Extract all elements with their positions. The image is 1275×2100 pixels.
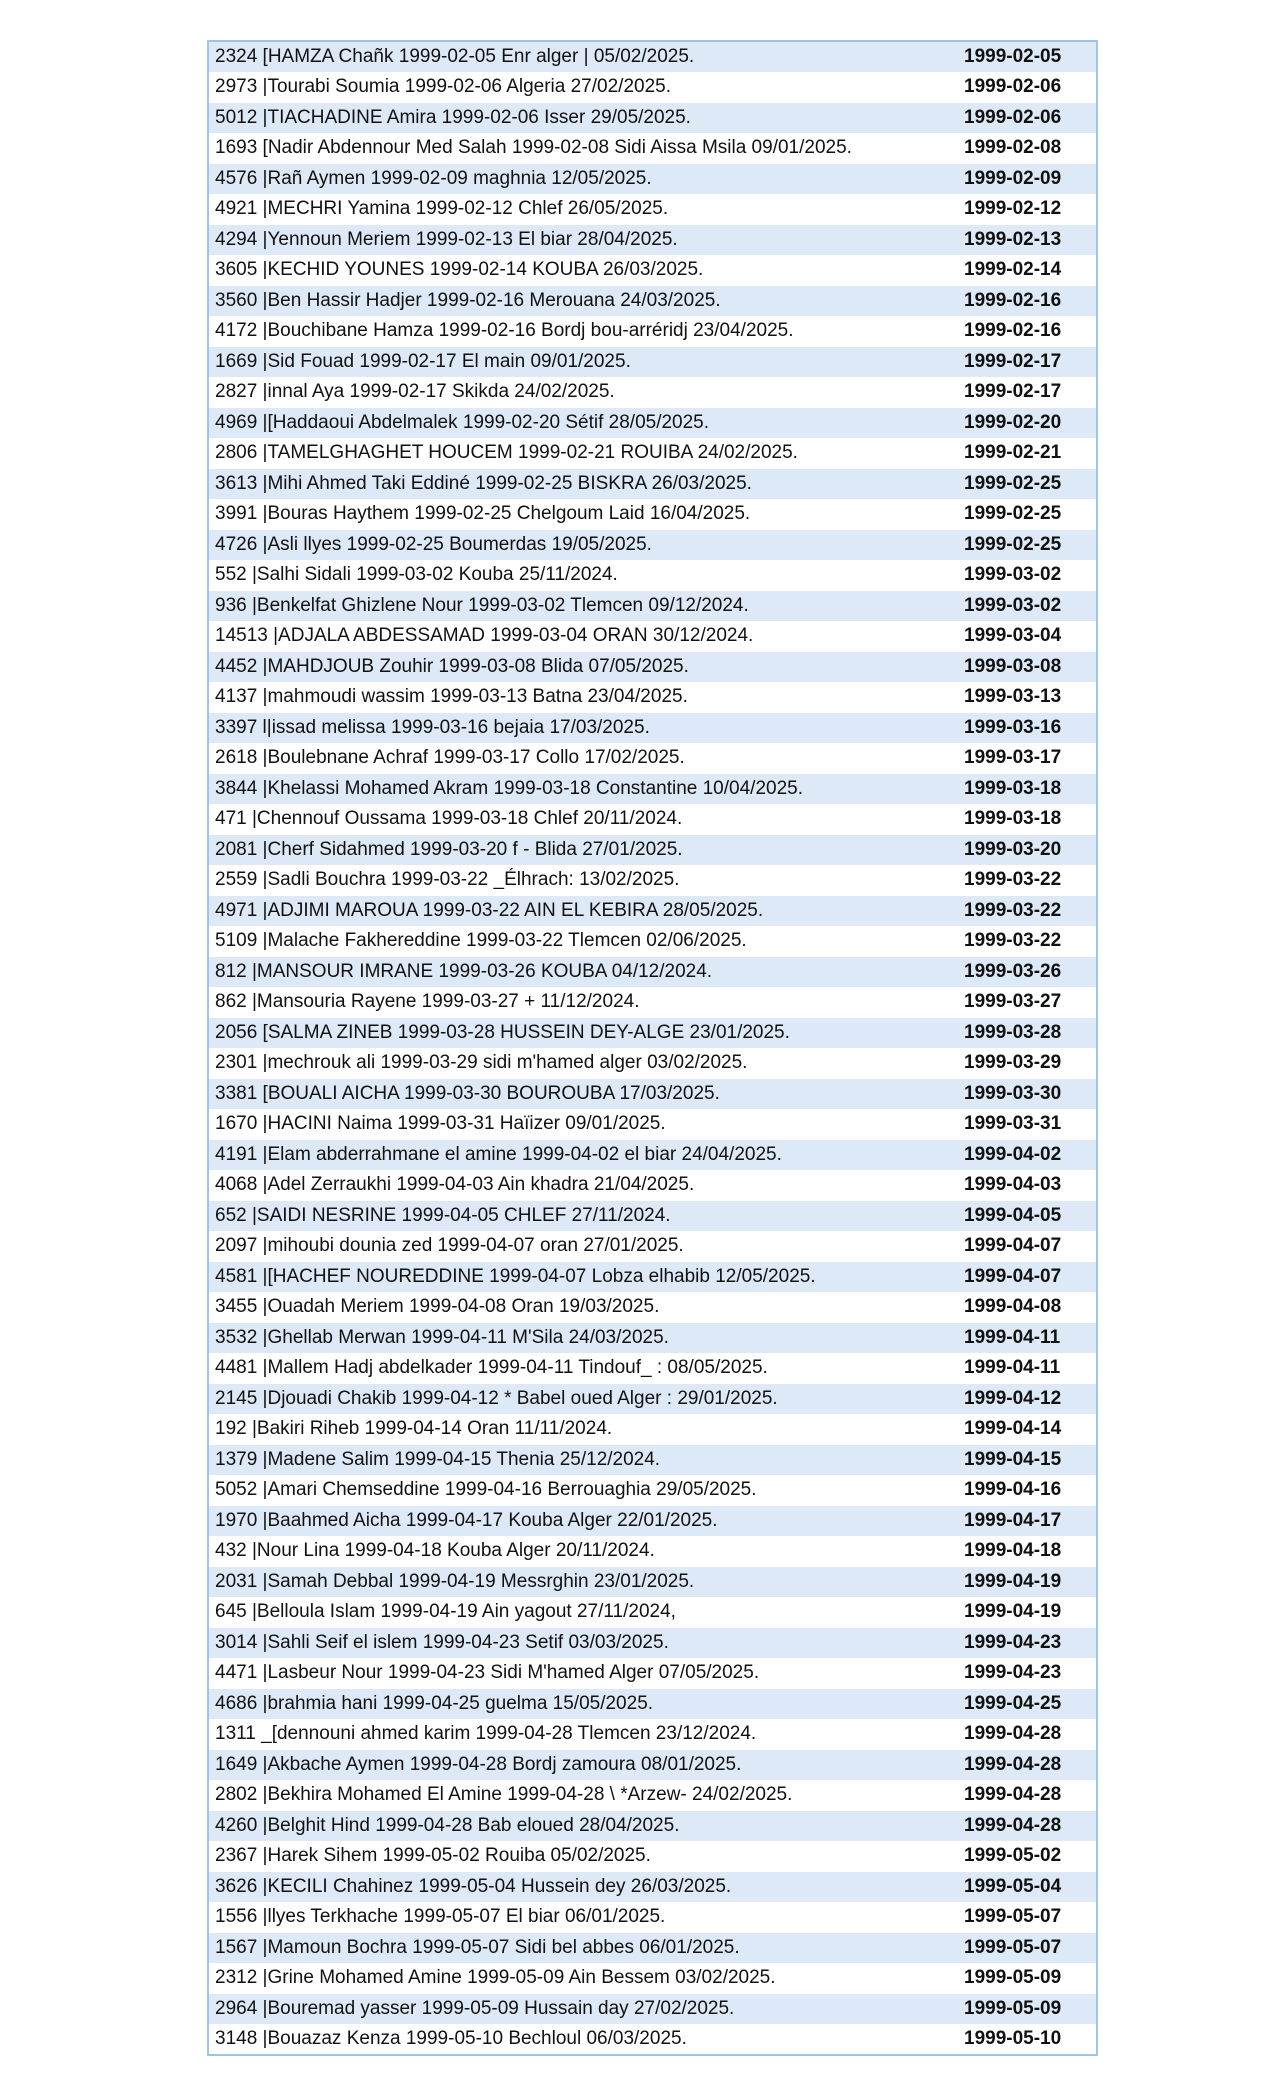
- records-table: [207, 40, 1098, 2056]
- row-entry-text: 5052 |Amari Chemseddine 1999-04-16 Berrouaghia 29/05/2025.: [208, 1475, 960, 1506]
- row-birth-date: 1999-04-15: [960, 1445, 1097, 1476]
- row-entry-text: 3148 |Bouazaz Kenza 1999-05-10 Bechloul 06/03/2025.: [208, 2024, 960, 2055]
- row-entry-text: 645 |Belloula Islam 1999-04-19 Ain yagout 27/11/2024,: [208, 1597, 960, 1628]
- table-row: [208, 316, 1097, 347]
- table-row: [208, 1140, 1097, 1171]
- row-entry-text: 2145 |Djouadi Chakib 1999-04-12 * Babel oued Alger : 29/01/2025.: [208, 1384, 960, 1415]
- row-birth-date: 1999-05-02: [960, 1841, 1097, 1872]
- row-birth-date: 1999-04-28: [960, 1811, 1097, 1842]
- row-birth-date: 1999-03-22: [960, 865, 1097, 896]
- row-birth-date: 1999-04-19: [960, 1567, 1097, 1598]
- table-row: [208, 1384, 1097, 1415]
- row-entry-text: 471 |Chennouf Oussama 1999-03-18 Chlef 20/11/2024.: [208, 804, 960, 835]
- row-entry-text: 1669 |Sid Fouad 1999-02-17 El main 09/01/2025.: [208, 347, 960, 378]
- table-row: [208, 1170, 1097, 1201]
- row-entry-text: 1379 |Madene Salim 1999-04-15 Thenia 25/12/2024.: [208, 1445, 960, 1476]
- row-entry-text: 2827 |innal Aya 1999-02-17 Skikda 24/02/2025.: [208, 377, 960, 408]
- row-birth-date: 1999-02-09: [960, 164, 1097, 195]
- row-entry-text: 2802 |Bekhira Mohamed El Amine 1999-04-28 \ *Arzew- 24/02/2025.: [208, 1780, 960, 1811]
- table-row: [208, 621, 1097, 652]
- table-row: [208, 1841, 1097, 1872]
- row-entry-text: 1970 |Baahmed Aicha 1999-04-17 Kouba Alger 22/01/2025.: [208, 1506, 960, 1537]
- row-entry-text: 4068 |Adel Zerraukhi 1999-04-03 Ain khadra 21/04/2025.: [208, 1170, 960, 1201]
- table-row: [208, 591, 1097, 622]
- table-row: [208, 835, 1097, 866]
- table-row: [208, 774, 1097, 805]
- table-row: [208, 41, 1097, 72]
- row-birth-date: 1999-03-18: [960, 804, 1097, 835]
- row-entry-text: 3455 |Ouadah Meriem 1999-04-08 Oran 19/03/2025.: [208, 1292, 960, 1323]
- row-entry-text: 4471 |Lasbeur Nour 1999-04-23 Sidi M'hamed Alger 07/05/2025.: [208, 1658, 960, 1689]
- row-entry-text: 2081 |Cherf Sidahmed 1999-03-20 f - Blida 27/01/2025.: [208, 835, 960, 866]
- table-row: [208, 347, 1097, 378]
- row-entry-text: 3014 |Sahli Seif el islem 1999-04-23 Setif 03/03/2025.: [208, 1628, 960, 1659]
- row-entry-text: 2367 |Harek Sihem 1999-05-02 Rouiba 05/02/2025.: [208, 1841, 960, 1872]
- row-entry-text: 2312 |Grine Mohamed Amine 1999-05-09 Ain Bessem 03/02/2025.: [208, 1963, 960, 1994]
- table-row: [208, 438, 1097, 469]
- table-row: [208, 1231, 1097, 1262]
- table-row: [208, 1811, 1097, 1842]
- row-entry-text: 4481 |Mallem Hadj abdelkader 1999-04-11 Tindouf_ : 08/05/2025.: [208, 1353, 960, 1384]
- row-entry-text: 4581 |[HACHEF NOUREDDINE 1999-04-07 Lobza elhabib 12/05/2025.: [208, 1262, 960, 1293]
- table-row: [208, 865, 1097, 896]
- row-entry-text: 3626 |KECILI Chahinez 1999-05-04 Hussein dey 26/03/2025.: [208, 1872, 960, 1903]
- row-birth-date: 1999-02-13: [960, 225, 1097, 256]
- row-entry-text: 4576 |Rañ Aymen 1999-02-09 maghnia 12/05/2025.: [208, 164, 960, 195]
- row-birth-date: 1999-04-11: [960, 1353, 1097, 1384]
- row-birth-date: 1999-05-09: [960, 1963, 1097, 1994]
- row-birth-date: 1999-03-02: [960, 591, 1097, 622]
- table-row: [208, 987, 1097, 1018]
- row-birth-date: 1999-04-12: [960, 1384, 1097, 1415]
- table-row: [208, 1536, 1097, 1567]
- row-birth-date: 1999-04-18: [960, 1536, 1097, 1567]
- row-birth-date: 1999-02-25: [960, 499, 1097, 530]
- row-birth-date: 1999-03-26: [960, 957, 1097, 988]
- table-row: [208, 469, 1097, 500]
- table-row: [208, 164, 1097, 195]
- table-row: [208, 1963, 1097, 1994]
- row-entry-text: 3605 |KECHID YOUNES 1999-02-14 KOUBA 26/03/2025.: [208, 255, 960, 286]
- row-birth-date: 1999-03-16: [960, 713, 1097, 744]
- row-entry-text: 2806 |TAMELGHAGHET HOUCEM 1999-02-21 ROUIBA 24/02/2025.: [208, 438, 960, 469]
- row-entry-text: 2973 |Tourabi Soumia 1999-02-06 Algeria 27/02/2025.: [208, 72, 960, 103]
- table-row: [208, 408, 1097, 439]
- row-birth-date: 1999-04-28: [960, 1780, 1097, 1811]
- table-row: [208, 682, 1097, 713]
- row-entry-text: 5012 |TIACHADINE Amira 1999-02-06 Isser 29/05/2025.: [208, 103, 960, 134]
- row-birth-date: 1999-05-10: [960, 2024, 1097, 2055]
- row-birth-date: 1999-05-07: [960, 1902, 1097, 1933]
- row-birth-date: 1999-03-22: [960, 926, 1097, 957]
- row-birth-date: 1999-04-05: [960, 1201, 1097, 1232]
- row-birth-date: 1999-03-18: [960, 774, 1097, 805]
- row-birth-date: 1999-03-28: [960, 1018, 1097, 1049]
- row-birth-date: 1999-05-09: [960, 1994, 1097, 2025]
- row-birth-date: 1999-04-28: [960, 1719, 1097, 1750]
- row-birth-date: 1999-04-08: [960, 1292, 1097, 1323]
- row-entry-text: 2097 |mihoubi dounia zed 1999-04-07 oran 27/01/2025.: [208, 1231, 960, 1262]
- row-birth-date: 1999-04-25: [960, 1689, 1097, 1720]
- row-birth-date: 1999-05-07: [960, 1933, 1097, 1964]
- row-entry-text: 4172 |Bouchibane Hamza 1999-02-16 Bordj bou-arréridj 23/04/2025.: [208, 316, 960, 347]
- row-entry-text: 2324 [HAMZA Chañk 1999-02-05 Enr alger | 05/02/2025.: [208, 41, 960, 72]
- row-birth-date: 1999-04-07: [960, 1262, 1097, 1293]
- table-row: [208, 2024, 1097, 2055]
- row-birth-date: 1999-02-08: [960, 133, 1097, 164]
- row-entry-text: 652 |SAIDI NESRINE 1999-04-05 CHLEF 27/11/2024.: [208, 1201, 960, 1232]
- row-birth-date: 1999-04-23: [960, 1658, 1097, 1689]
- row-entry-text: 432 |Nour Lina 1999-04-18 Kouba Alger 20/11/2024.: [208, 1536, 960, 1567]
- row-entry-text: 2031 |Samah Debbal 1999-04-19 Messrghin 23/01/2025.: [208, 1567, 960, 1598]
- row-birth-date: 1999-02-21: [960, 438, 1097, 469]
- row-birth-date: 1999-02-17: [960, 347, 1097, 378]
- table-row: [208, 1658, 1097, 1689]
- row-entry-text: 14513 |ADJALA ABDESSAMAD 1999-03-04 ORAN 30/12/2024.: [208, 621, 960, 652]
- row-entry-text: 3613 |Mihi Ahmed Taki Eddiné 1999-02-25 BISKRA 26/03/2025.: [208, 469, 960, 500]
- table-row: [208, 1109, 1097, 1140]
- records-table-body: [208, 41, 1097, 2055]
- row-birth-date: 1999-04-23: [960, 1628, 1097, 1659]
- row-entry-text: 3532 |Ghellab Merwan 1999-04-11 M'Sila 24/03/2025.: [208, 1323, 960, 1354]
- table-row: [208, 1994, 1097, 2025]
- row-entry-text: 3991 |Bouras Haythem 1999-02-25 Chelgoum Laid 16/04/2025.: [208, 499, 960, 530]
- table-row: [208, 1262, 1097, 1293]
- row-entry-text: 2301 |mechrouk ali 1999-03-29 sidi m'hamed alger 03/02/2025.: [208, 1048, 960, 1079]
- table-row: [208, 194, 1097, 225]
- row-birth-date: 1999-02-12: [960, 194, 1097, 225]
- table-row: [208, 804, 1097, 835]
- table-row: [208, 1445, 1097, 1476]
- table-row: [208, 957, 1097, 988]
- row-birth-date: 1999-03-27: [960, 987, 1097, 1018]
- table-row: [208, 926, 1097, 957]
- row-birth-date: 1999-03-13: [960, 682, 1097, 713]
- row-birth-date: 1999-03-02: [960, 560, 1097, 591]
- row-birth-date: 1999-03-22: [960, 896, 1097, 927]
- row-birth-date: 1999-03-17: [960, 743, 1097, 774]
- table-row: [208, 1872, 1097, 1903]
- table-row: [208, 1933, 1097, 1964]
- row-entry-text: 3560 |Ben Hassir Hadjer 1999-02-16 Merouana 24/03/2025.: [208, 286, 960, 317]
- row-birth-date: 1999-04-07: [960, 1231, 1097, 1262]
- table-row: [208, 1353, 1097, 1384]
- row-birth-date: 1999-04-19: [960, 1597, 1097, 1628]
- row-entry-text: 4260 |Belghit Hind 1999-04-28 Bab eloued 28/04/2025.: [208, 1811, 960, 1842]
- table-row: [208, 103, 1097, 134]
- row-entry-text: 3844 |Khelassi Mohamed Akram 1999-03-18 Constantine 10/04/2025.: [208, 774, 960, 805]
- row-birth-date: 1999-02-17: [960, 377, 1097, 408]
- table-row: [208, 499, 1097, 530]
- table-row: [208, 896, 1097, 927]
- row-entry-text: 862 |Mansouria Rayene 1999-03-27 + 11/12/2024.: [208, 987, 960, 1018]
- table-row: [208, 1689, 1097, 1720]
- row-entry-text: 4971 |ADJIMI MAROUA 1999-03-22 AIN EL KEBIRA 28/05/2025.: [208, 896, 960, 927]
- row-birth-date: 1999-04-14: [960, 1414, 1097, 1445]
- row-entry-text: 4294 |Yennoun Meriem 1999-02-13 El biar 28/04/2025.: [208, 225, 960, 256]
- row-birth-date: 1999-04-03: [960, 1170, 1097, 1201]
- row-entry-text: 1567 |Mamoun Bochra 1999-05-07 Sidi bel abbes 06/01/2025.: [208, 1933, 960, 1964]
- row-birth-date: 1999-05-04: [960, 1872, 1097, 1903]
- row-entry-text: 2056 [SALMA ZINEB 1999-03-28 HUSSEIN DEY-ALGE 23/01/2025.: [208, 1018, 960, 1049]
- row-entry-text: 1556 |llyes Terkhache 1999-05-07 El biar 06/01/2025.: [208, 1902, 960, 1933]
- row-birth-date: 1999-02-16: [960, 316, 1097, 347]
- table-row: [208, 1780, 1097, 1811]
- row-birth-date: 1999-03-29: [960, 1048, 1097, 1079]
- table-row: [208, 1079, 1097, 1110]
- table-row: [208, 1201, 1097, 1232]
- row-entry-text: 4726 |Asli llyes 1999-02-25 Boumerdas 19/05/2025.: [208, 530, 960, 561]
- table-row: [208, 1018, 1097, 1049]
- row-birth-date: 1999-02-20: [960, 408, 1097, 439]
- table-row: [208, 1292, 1097, 1323]
- row-birth-date: 1999-03-30: [960, 1079, 1097, 1110]
- table-row: [208, 1475, 1097, 1506]
- table-row: [208, 1323, 1097, 1354]
- row-birth-date: 1999-04-11: [960, 1323, 1097, 1354]
- row-birth-date: 1999-03-20: [960, 835, 1097, 866]
- table-row: [208, 377, 1097, 408]
- row-entry-text: 192 |Bakiri Riheb 1999-04-14 Oran 11/11/2024.: [208, 1414, 960, 1445]
- table-row: [208, 743, 1097, 774]
- table-row: [208, 1597, 1097, 1628]
- row-entry-text: 4686 |brahmia hani 1999-04-25 guelma 15/05/2025.: [208, 1689, 960, 1720]
- row-entry-text: 1670 |HACINI Naima 1999-03-31 Haïizer 09/01/2025.: [208, 1109, 960, 1140]
- row-birth-date: 1999-02-25: [960, 469, 1097, 500]
- row-entry-text: 2559 |Sadli Bouchra 1999-03-22 _Élhrach: 13/02/2025.: [208, 865, 960, 896]
- table-row: [208, 1902, 1097, 1933]
- row-birth-date: 1999-03-31: [960, 1109, 1097, 1140]
- row-entry-text: 1311 _[dennouni ahmed karim 1999-04-28 Tlemcen 23/12/2024.: [208, 1719, 960, 1750]
- row-entry-text: 812 |MANSOUR IMRANE 1999-03-26 KOUBA 04/12/2024.: [208, 957, 960, 988]
- row-birth-date: 1999-04-16: [960, 1475, 1097, 1506]
- table-row: [208, 255, 1097, 286]
- row-entry-text: 2618 |Boulebnane Achraf 1999-03-17 Collo 17/02/2025.: [208, 743, 960, 774]
- row-birth-date: 1999-04-17: [960, 1506, 1097, 1537]
- table-row: [208, 1719, 1097, 1750]
- table-row: [208, 1414, 1097, 1445]
- row-entry-text: 3381 [BOUALI AICHA 1999-03-30 BOUROUBA 17/03/2025.: [208, 1079, 960, 1110]
- row-birth-date: 1999-02-05: [960, 41, 1097, 72]
- table-row: [208, 560, 1097, 591]
- table-row: [208, 713, 1097, 744]
- row-birth-date: 1999-02-06: [960, 72, 1097, 103]
- table-row: [208, 652, 1097, 683]
- table-row: [208, 1750, 1097, 1781]
- table-row: [208, 72, 1097, 103]
- table-row: [208, 133, 1097, 164]
- row-birth-date: 1999-02-14: [960, 255, 1097, 286]
- row-birth-date: 1999-02-16: [960, 286, 1097, 317]
- row-entry-text: 1649 |Akbache Aymen 1999-04-28 Bordj zamoura 08/01/2025.: [208, 1750, 960, 1781]
- table-row: [208, 530, 1097, 561]
- row-entry-text: 2964 |Bouremad yasser 1999-05-09 Hussain day 27/02/2025.: [208, 1994, 960, 2025]
- row-birth-date: 1999-03-04: [960, 621, 1097, 652]
- row-entry-text: 4137 |mahmoudi wassim 1999-03-13 Batna 23/04/2025.: [208, 682, 960, 713]
- table-row: [208, 1628, 1097, 1659]
- table-row: [208, 1048, 1097, 1079]
- row-entry-text: 552 |Salhi Sidali 1999-03-02 Kouba 25/11/2024.: [208, 560, 960, 591]
- row-entry-text: 936 |Benkelfat Ghizlene Nour 1999-03-02 Tlemcen 09/12/2024.: [208, 591, 960, 622]
- row-birth-date: 1999-03-08: [960, 652, 1097, 683]
- row-entry-text: 5109 |Malache Fakhereddine 1999-03-22 Tlemcen 02/06/2025.: [208, 926, 960, 957]
- table-row: [208, 1506, 1097, 1537]
- table-row: [208, 1567, 1097, 1598]
- row-birth-date: 1999-02-25: [960, 530, 1097, 561]
- row-entry-text: 4921 |MECHRI Yamina 1999-02-12 Chlef 26/05/2025.: [208, 194, 960, 225]
- table-row: [208, 225, 1097, 256]
- row-entry-text: 3397 l|issad melissa 1999-03-16 bejaia 17/03/2025.: [208, 713, 960, 744]
- row-entry-text: 1693 [Nadir Abdennour Med Salah 1999-02-08 Sidi Aissa Msila 09/01/2025.: [208, 133, 960, 164]
- document-page: [207, 40, 1090, 2056]
- row-birth-date: 1999-04-28: [960, 1750, 1097, 1781]
- row-entry-text: 4969 |[Haddaoui Abdelmalek 1999-02-20 Sétif 28/05/2025.: [208, 408, 960, 439]
- row-entry-text: 4452 |MAHDJOUB Zouhir 1999-03-08 Blida 07/05/2025.: [208, 652, 960, 683]
- row-entry-text: 4191 |Elam abderrahmane el amine 1999-04-02 el biar 24/04/2025.: [208, 1140, 960, 1171]
- table-row: [208, 286, 1097, 317]
- row-birth-date: 1999-02-06: [960, 103, 1097, 134]
- row-birth-date: 1999-04-02: [960, 1140, 1097, 1171]
